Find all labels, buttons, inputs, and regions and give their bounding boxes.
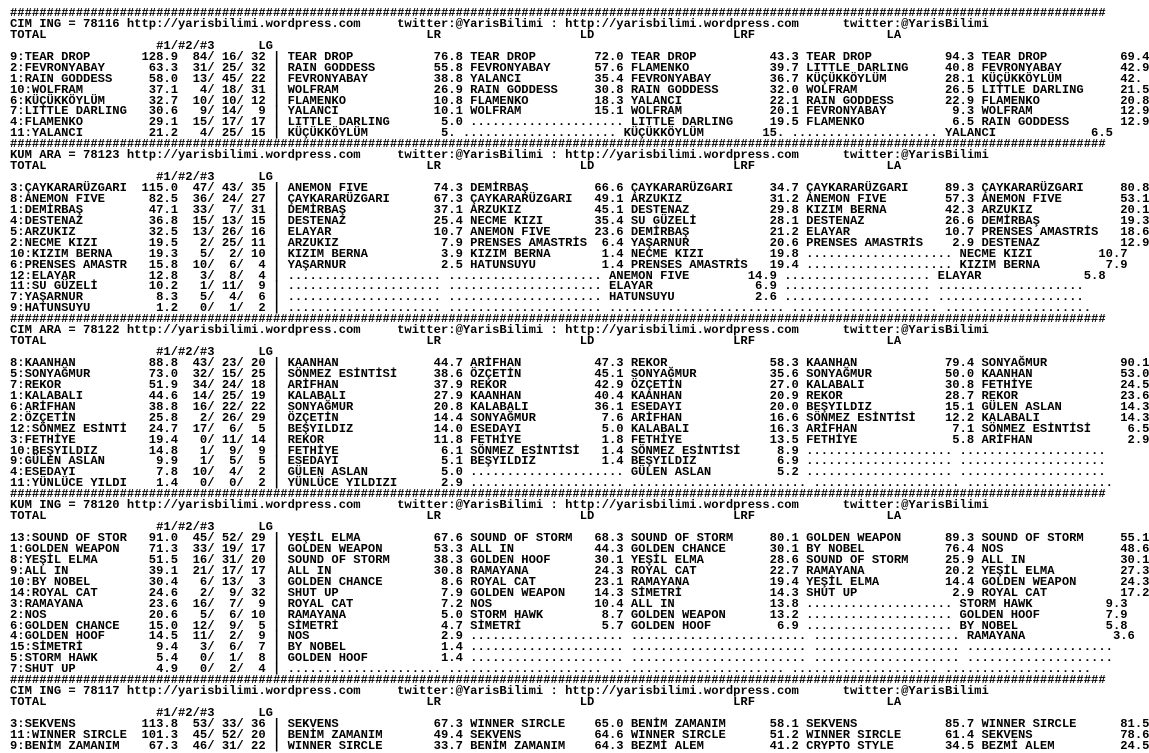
table-row: 4:DESTENAZ 36.8 15/ 13/ 15 | DESTENAZ 25.4 NECME KIZI 35.4 SU GÜZELİ 28.1 DESTENAZ 26.6 DEMİRBAŞ 19.3 (10, 213, 1149, 228)
race-section-3 (10, 323, 1149, 491)
table-row: 12:ELAYAR 12.8 3/ 8/ 4 | ..................... ..................... ANEMON FIVE 14.9 .................... ELAYAR 5.8 (10, 268, 1106, 283)
table-row: 10:BEŞYILDIZ 14.8 1/ 9/ 9 | FETHİYE 6.1 SÖNMEZ ESİNTİSİ 1.4 SÖNMEZ ESİNTİSİ 8.9 .................... .................... (10, 443, 1106, 458)
table-row: 6:ARİFHAN 38.8 16/ 22/ 22 | SONYAĞMUR 20.8 KALABALI 36.1 ESEDAYI 20.0 BEŞYILDIZ 15.1 GÜLEN ASLAN 14.3 (10, 399, 1149, 414)
section-title: CIM ARA = 78122 http://yarisbilimi.wordpress.com twitter:@YarisBilimi : http://yarisbilimi.wordpress.com twitter:@YarisBilimi (10, 323, 989, 338)
table-row: 6:PRENSES AMASTR 15.8 10/ 6/ 4 | YAŞARNUR 2.5 HATUNSUYU 1.4 PRENSES AMASTRİS 19.4 .................... KIZIM BERNA 7.9 (10, 257, 1128, 272)
table-row: 8:KAANHAN 88.8 43/ 23/ 20 | KAANHAN 44.7 ARİFHAN 47.3 REKOR 58.3 KAANHAN 79.4 SONYAĞMUR 90.1 (10, 356, 1149, 370)
table-row: 3:RAMAYANA 23.6 16/ 7/ 9 | ROYAL CAT 7.2 NOS 10.4 ALL IN 13.8 .................... STORM HAWK 9.3 (10, 596, 1128, 611)
table-row: 9:TEAR DROP 128.9 84/ 16/ 32 | TEAR DROP 76.8 TEAR DROP 72.0 TEAR DROP 43.3 TEAR DROP 94.3 TEAR DROP 69.4 (10, 49, 1149, 64)
race-section-4 (10, 498, 1149, 677)
table-row: 1:RAIN GODDESS 58.0 13/ 45/ 22 | FEVRONYABAY 38.8 YALANCI 35.4 FEVRONYABAY 36.7 KÜÇÜKKÖYLÜM 28.1 KÜÇÜKKÖYLÜM 42. (10, 71, 1143, 86)
table-row: 8:YEŞİL ELMA 51.5 16/ 31/ 20 | SOUND OF STORM 38.3 GOLDEN HOOF 30.1 YEŞİL ELMA 28.6 SOUND OF STORM 25.9 ALL IN 30.1 (10, 552, 1149, 567)
table-row: 11:SU GÜZELİ 10.2 1/ 11/ 9 | ..................... ..................... ELAYAR 6.9 .................... .................... (10, 279, 1084, 294)
separator-line: ###################################################################################################################################################### (10, 673, 1106, 688)
table-row: 7:SHUT UP 4.9 0/ 2/ 4 | ..................... ..................... ........................ .................... .................... (10, 662, 1092, 677)
table-row: 7:REKOR 51.9 34/ 24/ 18 | ARİFHAN 37.9 REKOR 42.9 ÖZÇETİN 27.0 KALABALI 30.8 FETHİYE 24.5 (10, 377, 1149, 392)
separator-line: ###################################################################################################################################################### (10, 312, 1106, 327)
table-row: 11:WINNER SIRCLE 101.3 45/ 52/ 20 | BENİM ZAMANIM 49.4 SEKVENS 64.6 WINNER SIRCLE 51.2 WINNER SIRCLE 61.4 SEKVENS 78.6 (10, 727, 1149, 742)
column-headers: TOTAL LR LD LRF LA (10, 334, 902, 349)
table-row: 8:ANEMON FIVE 82.5 36/ 24/ 27 | ÇAYKARARÜZGARI 67.3 ÇAYKARARÜZGARI 49.1 ARZUKIZ 31.2 ANEMON FIVE 57.3 ANEMON FIVE 53.1 (10, 191, 1149, 206)
race-section-1 (10, 16, 1149, 141)
column-subheaders: #1/#2/#3 LG (10, 520, 273, 535)
table-row: 3:ÇAYKARARÜZGARI 115.0 47/ 43/ 35 | ANEMON FIVE 74.3 DEMİRBAŞ 66.6 ÇAYKARARÜZGARI 34.7 ÇAYKARARÜZGARI 89.3 ÇAYKARARÜZGARI 80.8 (10, 181, 1149, 195)
section-title: KUM ARA = 78123 http://yarisbilimi.wordpress.com twitter:@YarisBilimi : http://yarisbilimi.wordpress.com twitter:@YarisBilimi (10, 148, 989, 163)
column-subheaders: #1/#2/#3 LG (10, 706, 273, 720)
table-row: 1:KALABALI 44.6 14/ 25/ 19 | KALABALI 27.9 KAANHAN 40.4 KAANHAN 20.9 REKOR 28.7 REKOR 23.6 (10, 388, 1149, 403)
table-row: 2:ÖZÇETİN 25.8 2/ 26/ 29 | ÖZÇETİN 14.4 SONYAĞMUR 7.6 ARİFHAN 16.6 SÖNMEZ ESİNTİSİ 12.2 KALABALI 14.3 (10, 410, 1149, 425)
section-title: CIM ING = 78116 http://yarisbilimi.wordpress.com twitter:@YarisBilimi : http://yarisbilimi.wordpress.com twitter:@YarisBilimi (10, 16, 989, 31)
table-row: 3:SEKVENS 113.8 53/ 33/ 36 | SEKVENS 67.3 WINNER SIRCLE 65.0 BENİM ZAMANIM 58.1 SEKVENS 85.7 WINNER SIRCLE 81.5 (10, 716, 1149, 731)
table-row: 7:YAŞARNUR 8.3 5/ 4/ 6 | ..................... ..................... HATUNSUYU 2.6 .................... .................... (10, 290, 1084, 305)
race-section-5 (10, 684, 1149, 753)
table-row: 6:GOLDEN CHANCE 15.0 12/ 9/ 5 | SİMETRİ 4.7 SİMETRİ 5.7 GOLDEN HOOF 6.9 .................... BY NOBEL 5.8 (10, 618, 1128, 633)
table-row: 1:DEMİRBAŞ 47.1 33/ 7/ 31 | DEMİRBAŞ 37.1 ARZUKIZ 45.1 DESTENAZ 29.8 KIZIM BERNA 42.3 ARZUKIZ 20.1 (10, 202, 1149, 217)
table-row: 3:FETHİYE 19.4 0/ 11/ 14 | REKOR 11.8 FETHİYE 1.8 FETHİYE 13.5 FETHİYE 5.8 ARİFHAN 2.9 (10, 432, 1149, 447)
table-row: 11:YALANCI 21.2 4/ 25/ 15 | KÜÇÜKKÖYLÜM 5. ..................... KÜÇÜKKÖYLÜM 15. .................... YALANCI 6.5 (10, 126, 1113, 141)
table-row: 14:ROYAL CAT 24.6 2/ 9/ 32 | SHUT UP 7.9 GOLDEN WEAPON 14.3 SİMETRİ 14.3 SHUT UP 2.9 ROYAL CAT 17.2 (10, 585, 1149, 600)
table-row: 10:BY NOBEL 30.4 6/ 13/ 3 | GOLDEN CHANCE 8.6 ROYAL CAT 23.1 RAMAYANA 19.4 YEŞİL ELMA 14.4 GOLDEN WEAPON 24.3 (10, 574, 1149, 589)
table-row: 7:LITTLE DARLING 30.6 9/ 14/ 9 | YALANCI 10.1 WOLFRAM 15.1 WOLFRAM 20.1 FEVRONYABAY 9.3 WOLFRAM 12.9 (10, 104, 1149, 119)
column-headers: TOTAL LR LD LRF LA (10, 695, 902, 710)
race-section-2 (10, 148, 1149, 316)
table-row: 11:YÜNLÜCE YILDI 1.4 0/ 0/ 2 | YÜNLÜCE YILDIZI 2.9 ..................... ........................ .................... .................... (10, 476, 1113, 491)
table-row: 6:KÜÇÜKKÖYLÜM 32.7 10/ 10/ 12 | FLAMENKO 10.8 FLAMENKO 18.3 YALANCI 22.1 RAIN GODDESS 22.9 FLAMENKO 20.8 (10, 93, 1149, 108)
table-row: 2:NOS 20.6 5/ 6/ 10 | RAMAYANA 5.0 STORM HAWK 8.7 GOLDEN WEAPON 13.2 .................... GOLDEN HOOF 7.9 (10, 607, 1128, 622)
separator-line: ###################################################################################################################################################### (10, 137, 1106, 152)
table-row: 5:ARZUKIZ 32.5 13/ 26/ 16 | ELAYAR 10.7 ANEMON FIVE 23.6 DEMİRBAŞ 21.2 ELAYAR 10.7 PRENSES AMASTRİS 18.6 (10, 224, 1149, 239)
column-headers: TOTAL LR LD LRF LA (10, 509, 902, 524)
race-analysis-document (10, 6, 1149, 753)
table-row: 4:ESEDAYI 7.8 10/ 4/ 2 | GÜLEN ASLAN 5.0 ..................... GÜLEN ASLAN 5.2 .................... .................... (10, 465, 1106, 480)
table-row: 1:GOLDEN WEAPON 71.3 33/ 19/ 17 | GOLDEN WEAPON 53.3 ALL IN 44.3 GOLDEN CHANCE 30.1 BY NOBEL 76.4 NOS 48.6 (10, 541, 1149, 556)
table-row: 10:WOLFRAM 37.1 4/ 18/ 31 | WOLFRAM 26.9 RAIN GODDESS 30.8 RAIN GODDESS 32.0 WOLFRAM 26.5 LITTLE DARLING 21.5 (10, 82, 1149, 97)
column-subheaders: #1/#2/#3 LG (10, 170, 273, 185)
table-row: 12:SÖNMEZ ESİNTİ 24.7 17/ 6/ 5 | BEŞYILDIZ 14.0 ESEDAYI 5.0 KALABALI 16.3 ARİFHAN 7.1 SÖNMEZ ESİNTİSİ 6.5 (10, 421, 1149, 436)
table-row: 4:GOLDEN HOOF 14.5 11/ 2/ 9 | NOS 2.9 ..................... ........................ .................... RAMAYANA 3.6 (10, 629, 1135, 644)
column-headers: TOTAL LR LD LRF LA (10, 27, 902, 42)
separator-line: ###################################################################################################################################################### (10, 6, 1106, 20)
column-subheaders: #1/#2/#3 LG (10, 38, 273, 53)
section-title: KUM ING = 78120 http://yarisbilimi.wordpress.com twitter:@YarisBilimi : http://yarisbilimi.wordpress.com twitter:@YarisBilimi (10, 498, 989, 513)
table-row: 4:FLAMENKO 29.1 15/ 17/ 17 | LITTLE DARLING 5.0 ..................... LITTLE DARLING 19.5 FLAMENKO 6.5 RAIN GODDESS 12.9 (10, 115, 1149, 130)
table-row: 9:ALL IN 39.1 21/ 17/ 17 | ALL IN 30.8 RAMAYANA 24.3 ROYAL CAT 22.7 RAMAYANA 20.2 YEŞİL ELMA 27.3 (10, 563, 1149, 578)
table-row: 13:SOUND OF STOR 91.0 45/ 52/ 29 | YEŞİL ELMA 67.6 SOUND OF STORM 68.3 SOUND OF STORM 80.1 GOLDEN WEAPON 89.3 SOUND OF STORM 55.1 (10, 531, 1149, 545)
table-row: 9:GÜLEN ASLAN 9.9 1/ 5/ 5 | ESEDAYI 5.1 BEŞYILDIZ 1.4 BEŞYILDIZ 6.9 .................... .................... (10, 454, 1106, 469)
table-row: 9:BENİM ZAMANIM 67.3 46/ 31/ 22 | WINNER SIRCLE 33.7 BENİM ZAMANIM 64.3 BEZMİ ALEM 41.2 CRYPTO STYLE 34.5 BEZMİ ALEM 24.5 (10, 738, 1149, 753)
column-headers: TOTAL LR LD LRF LA (10, 159, 902, 174)
separator-line: ###################################################################################################################################################### (10, 487, 1106, 502)
section-title: CIM ING = 78117 http://yarisbilimi.wordpress.com twitter:@YarisBilimi : http://yarisbilimi.wordpress.com twitter:@YarisBilimi (10, 684, 989, 699)
table-row: 5:SONYAĞMUR 73.0 32/ 15/ 25 | SÖNMEZ ESİNTİSİ 38.6 ÖZÇETİN 45.1 SONYAĞMUR 35.6 SONYAĞMUR 50.0 KAANHAN 53.0 (10, 366, 1149, 381)
table-row: 2:FEVRONYABAY 63.3 31/ 25/ 32 | RAIN GODDESS 55.8 FEVRONYABAY 57.6 FLAMENKO 39.7 LITTLE DARLING 40.8 FEVRONYABAY 42.9 (10, 60, 1149, 75)
column-subheaders: #1/#2/#3 LG (10, 345, 273, 360)
table-row: 15:SİMETRİ 9.4 3/ 6/ 7 | BY NOBEL 1.4 ..................... ........................ .................... .................... (10, 640, 1113, 655)
table-row: 5:STORM HAWK 5.4 0/ 1/ 8 | GOLDEN HOOF 1.4 ..................... ........................ .................... .................... (10, 651, 1113, 666)
table-row: 2:NECME KIZI 19.5 2/ 25/ 11 | ARZUKIZ 7.9 PRENSES AMASTRİS 6.4 YAŞARNUR 20.6 PRENSES AMASTRİS 2.9 DESTENAZ 12.9 (10, 235, 1149, 250)
table-row: 9:HATUNSUYU 1.2 0/ 1/ 2 | ..................... ..................... ........................ .................... .................... (10, 301, 1092, 316)
table-row: 10:KIZIM BERNA 19.3 5/ 2/ 10 | KIZIM BERNA 3.9 KIZIM BERNA 1.4 NECME KIZI 19.8 .................... NECME KIZI 10.7 (10, 246, 1128, 261)
